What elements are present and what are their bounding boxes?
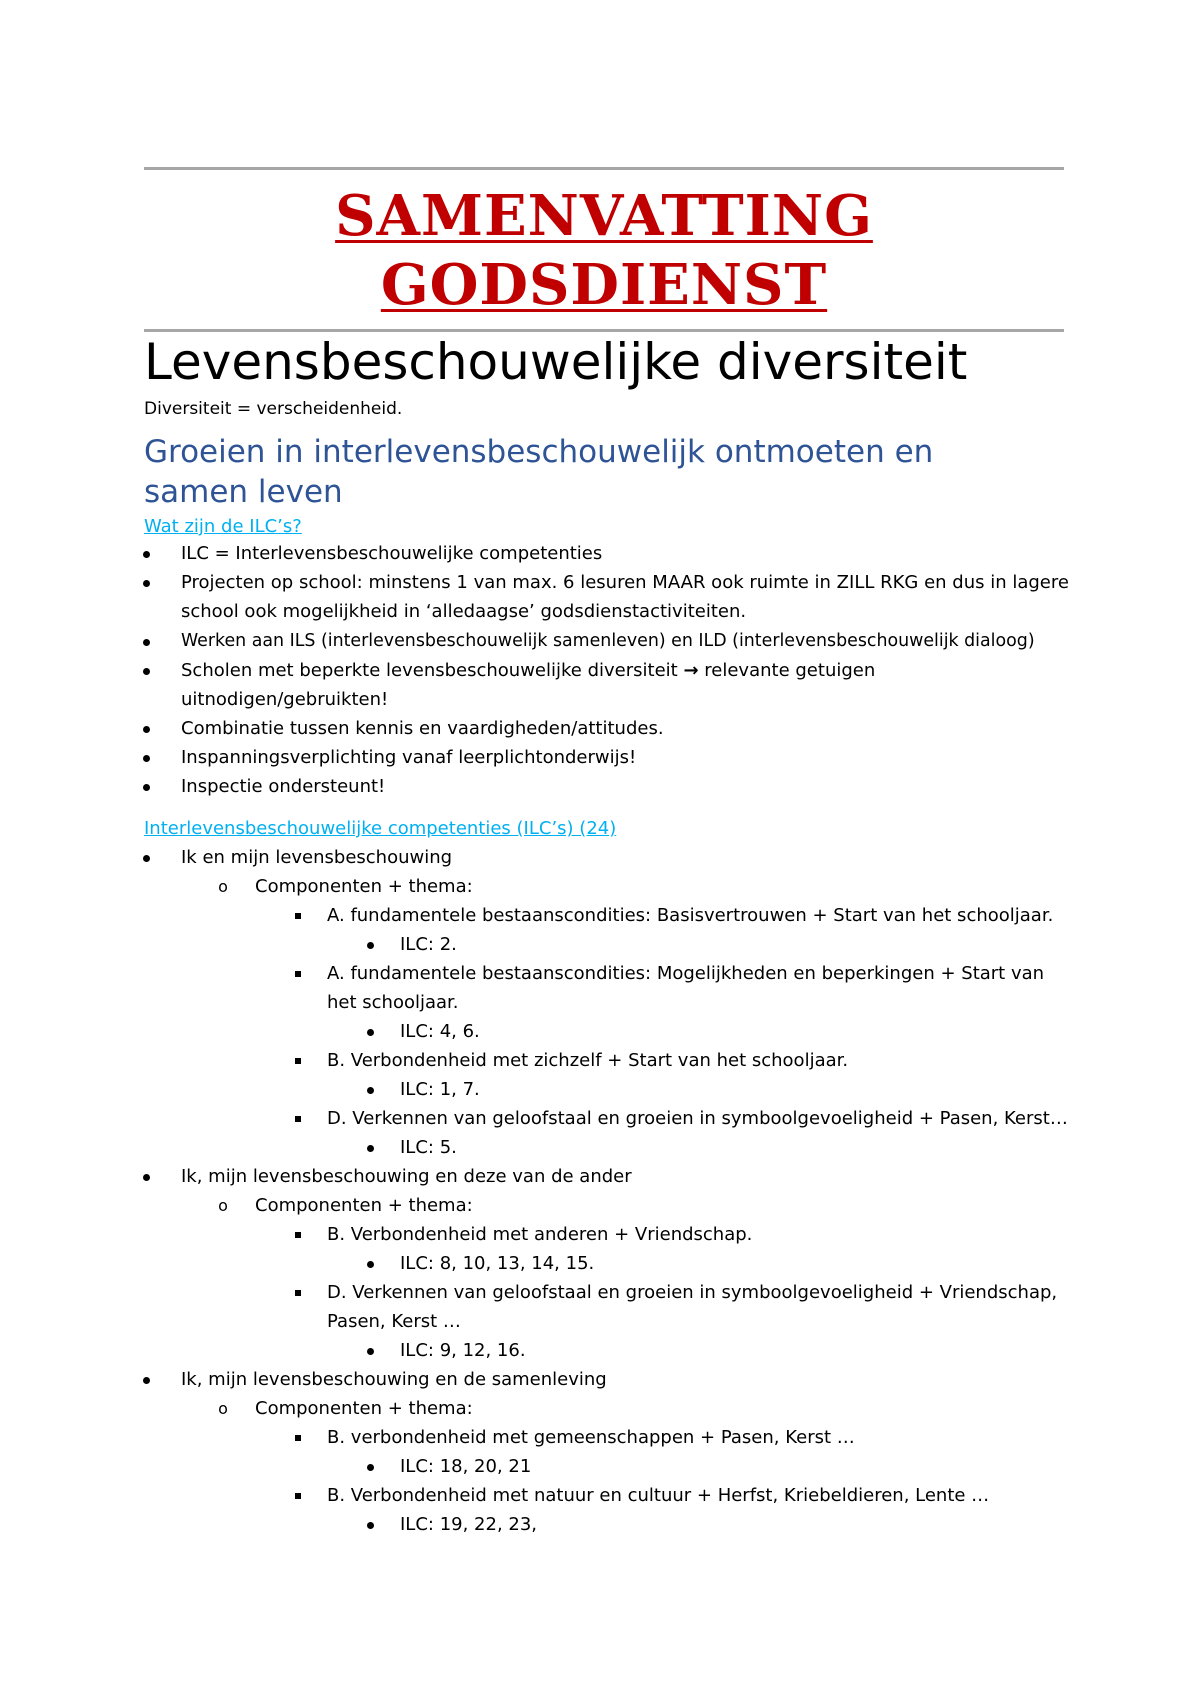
document-title — [144, 182, 1064, 320]
list-item-text: relevante getuigen — [704, 660, 876, 681]
list-item-level3: A. fundamentele bestaanscondities: Mogelijkheden en beperkingen + Start van — [327, 963, 1045, 984]
list-item-level2: Componenten + thema: — [255, 876, 473, 897]
list-item-level1: Ik en mijn levensbeschouwing — [181, 847, 453, 868]
list-item — [181, 656, 875, 685]
bullet-icon — [363, 1452, 377, 1481]
heading-levensbeschouwelijke-diversiteit: Levensbeschouwelijke diversiteit — [144, 333, 968, 391]
list-item-level3: B. Verbondenheid met natuur en cultuur + Herfst, Kriebeldieren, Lente … — [327, 1485, 990, 1506]
bullet-icon — [139, 627, 153, 656]
bullet-icon — [139, 843, 153, 872]
bullet-icon — [139, 1162, 153, 1191]
list-item-level4: ILC: 9, 12, 16. — [400, 1340, 526, 1361]
title-line-2: GODSDIENST — [380, 252, 828, 318]
list-item-level1: Ik, mijn levensbeschouwing en deze van de ander — [181, 1166, 632, 1187]
list-item: Werken aan ILS (interlevensbeschouwelijk samenleven) en ILD (interlevensbeschouwelijk dialoog) — [181, 631, 1035, 651]
list-item: Projecten op school: minstens 1 van max. 6 lesuren MAAR ook ruimte in ZILL RKG en dus in lagere — [181, 572, 1069, 593]
link-interlevensbeschouwelijke-competenties[interactable]: Interlevensbeschouwelijke competenties (ILC’s) (24) — [144, 818, 617, 839]
square-bullet-icon — [291, 901, 305, 930]
heading-groeien: Groeien in interlevensbeschouwelijk ontmoeten en samen leven — [144, 434, 934, 510]
list-item-level1: Ik, mijn levensbeschouwing en de samenleving — [181, 1369, 607, 1390]
bullet-icon — [139, 714, 153, 743]
bullet-icon — [363, 1510, 377, 1539]
arrow-right-icon: → — [683, 660, 699, 681]
bullet-icon — [363, 1075, 377, 1104]
top-rule — [144, 167, 1064, 170]
list-item-level2: Componenten + thema: — [255, 1398, 473, 1419]
list-item-level3: B. Verbondenheid met anderen + Vriendschap. — [327, 1224, 753, 1245]
list-item-level3: B. verbondenheid met gemeenschappen + Pasen, Kerst … — [327, 1427, 855, 1448]
square-bullet-icon — [291, 1104, 305, 1133]
bullet-icon — [139, 743, 153, 772]
list-item-level4: ILC: 1, 7. — [400, 1079, 480, 1100]
list-item-level4: ILC: 8, 10, 13, 14, 15. — [400, 1253, 595, 1274]
bullet-icon — [363, 1249, 377, 1278]
bullet-icon — [139, 539, 153, 568]
bullet-icon — [139, 1365, 153, 1394]
bullet-icon — [363, 1017, 377, 1046]
square-bullet-icon — [291, 1220, 305, 1249]
bullet-icon — [139, 568, 153, 597]
list-item-level2: Componenten + thema: — [255, 1195, 473, 1216]
title-line-1: SAMENVATTING — [335, 183, 873, 249]
square-bullet-icon — [291, 1046, 305, 1075]
list-item-level3: B. Verbondenheid met zichzelf + Start van het schooljaar. — [327, 1050, 849, 1071]
title-bottom-rule — [144, 329, 1064, 332]
list-item: Inspectie ondersteunt! — [181, 776, 386, 797]
square-bullet-icon — [291, 1423, 305, 1452]
list-item-continuation: het schooljaar. — [327, 992, 459, 1013]
list-item-text: Scholen met beperkte levensbeschouwelijke diversiteit — [181, 660, 678, 681]
list-item-continuation: Pasen, Kerst … — [327, 1311, 461, 1332]
list-item-level3: D. Verkennen van geloofstaal en groeien in symboolgevoeligheid + Vriendschap, — [327, 1282, 1058, 1303]
list-item: ILC = Interlevensbeschouwelijke competenties — [181, 543, 603, 564]
list-item-level3: D. Verkennen van geloofstaal en groeien in symboolgevoeligheid + Pasen, Kerst… — [327, 1108, 1068, 1129]
square-bullet-icon — [291, 1278, 305, 1307]
bullet-icon — [363, 1133, 377, 1162]
bullet-icon — [363, 930, 377, 959]
bullet-icon — [139, 656, 153, 685]
list-item: Combinatie tussen kennis en vaardigheden/attitudes. — [181, 718, 664, 739]
list-item-level4: ILC: 5. — [400, 1137, 457, 1158]
list-item: Inspanningsverplichting vanaf leerplichtonderwijs! — [181, 747, 637, 768]
bullet-icon — [363, 1336, 377, 1365]
list-item-continuation: uitnodigen/gebruikten! — [181, 689, 389, 710]
bullet-icon — [139, 772, 153, 801]
list-item-level4: ILC: 2. — [400, 934, 457, 955]
list-item-level4: ILC: 18, 20, 21 — [400, 1456, 532, 1477]
list-item-level4: ILC: 19, 22, 23, — [400, 1514, 538, 1535]
square-bullet-icon — [291, 959, 305, 988]
list-item-level3: A. fundamentele bestaanscondities: Basisvertrouwen + Start van het schooljaar. — [327, 905, 1054, 926]
definition-text: Diversiteit = verscheidenheid. — [144, 399, 403, 419]
list-item-continuation: school ook mogelijkheid in ‘alledaagse’ godsdienstactiviteiten. — [181, 601, 747, 622]
list-item-level4: ILC: 4, 6. — [400, 1021, 480, 1042]
link-wat-zijn-de-ilcs[interactable]: Wat zijn de ILC’s? — [144, 516, 302, 537]
circle-bullet-icon: o — [218, 1196, 228, 1215]
square-bullet-icon — [291, 1481, 305, 1510]
circle-bullet-icon: o — [218, 877, 228, 896]
circle-bullet-icon: o — [218, 1399, 228, 1418]
